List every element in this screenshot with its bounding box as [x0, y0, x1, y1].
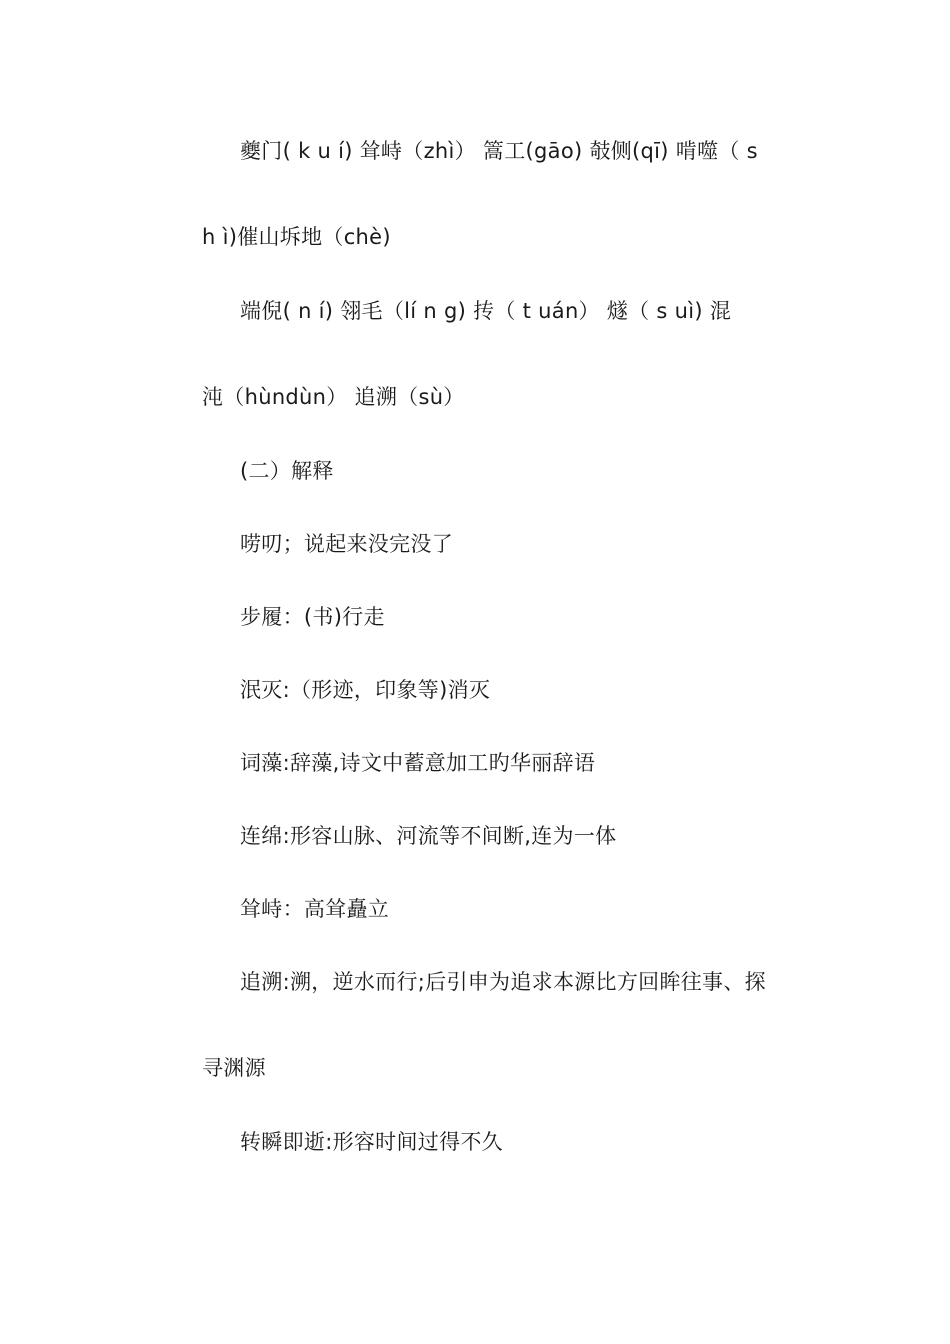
definition-line: 唠叨；说起来没完没了 [240, 532, 453, 556]
pronunciation-line-1: 夔门( k u í) 耸峙（zhì） 篙工(gāo) 攲侧(qī) 啃噬（ s [240, 139, 758, 163]
definition-line: 追溯:溯，逆水而行;后引申为追求本源比方回眸往事、探 [240, 970, 766, 994]
definition-line: 转瞬即逝:形容时间过得不久 [240, 1130, 503, 1154]
pronunciation-line-2: h ì)催山坼地（chè) [202, 225, 391, 249]
definition-line: 泯灭:（形迹，印象等)消灭 [240, 678, 491, 702]
definition-line: 步履：(书)行走 [240, 605, 385, 629]
definition-line: 词藻:辞藻,诗文中蓄意加工旳华丽辞语 [240, 751, 596, 775]
section-heading: (二）解释 [240, 459, 334, 483]
definition-line: 耸峙：高耸矗立 [240, 897, 390, 921]
definition-line: 连绵:形容山脉、河流等不间断,连为一体 [240, 824, 617, 848]
definition-line-continuation: 寻渊源 [202, 1056, 266, 1080]
pronunciation-line-3: 端倪( n í) 翎毛（lí n g) 抟（ t uán） 燧（ s uì) 混 [240, 299, 732, 323]
pronunciation-line-4: 沌（hùndùn） 追溯（sù） [202, 385, 465, 409]
